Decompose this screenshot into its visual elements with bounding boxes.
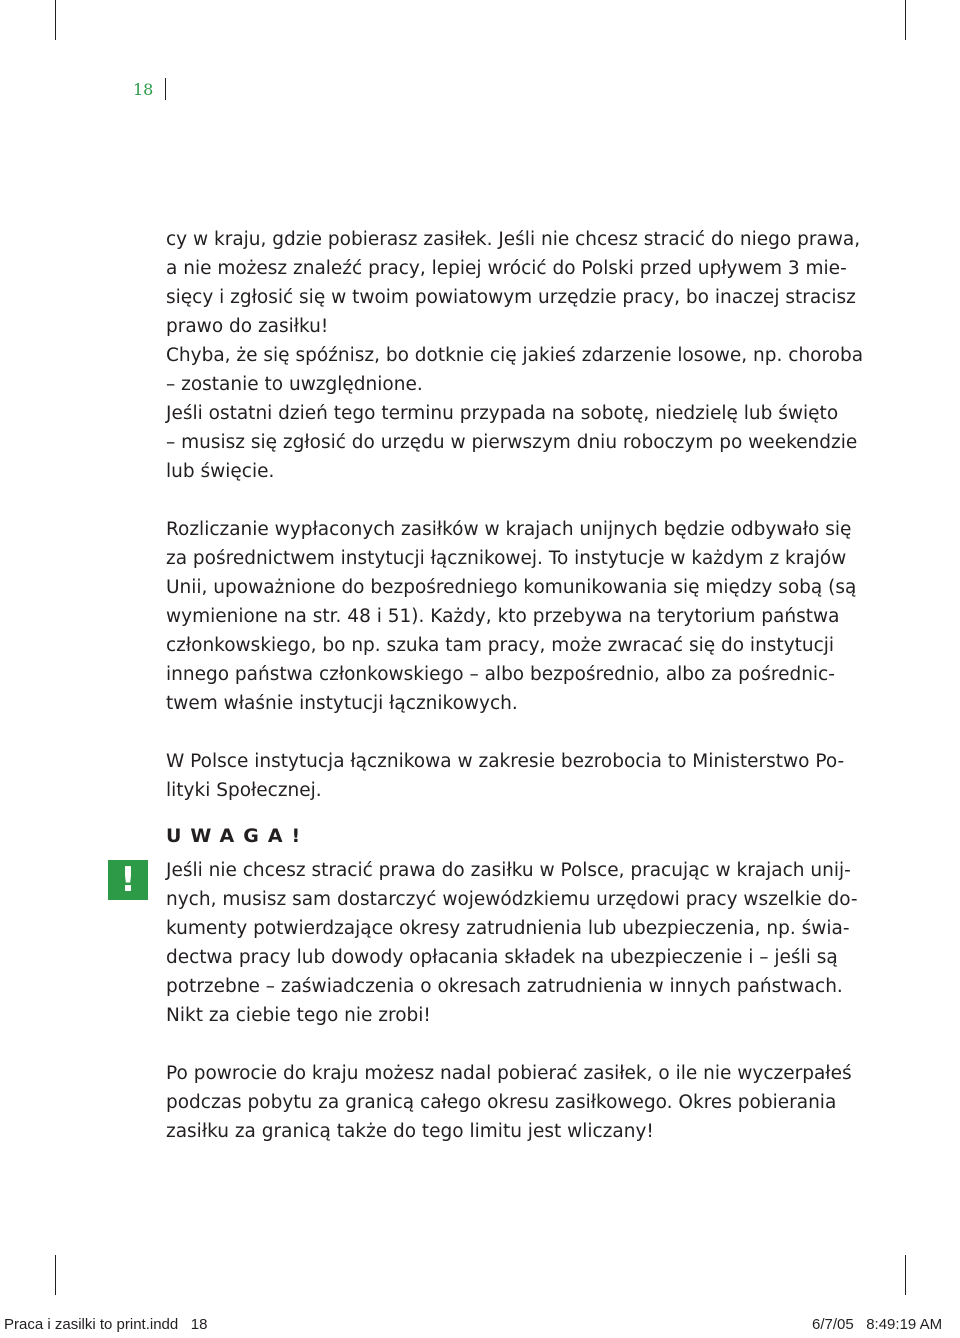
text-line: sięcy i zgłosić się w twoim powiatowym urzędzie pracy, bo inaczej stracisz — [166, 287, 856, 308]
crop-mark-top-left — [55, 0, 56, 40]
exclamation-glyph: ! — [120, 860, 136, 900]
text-line: dectwa pracy lub dowody opłacania składek na ubezpieczenie i – jeśli są — [166, 947, 838, 968]
text-line: W Polsce instytucja łącznikowa w zakresie bezrobocia to Ministerstwo Po- — [166, 751, 845, 772]
text-line: lityki Społecznej. — [166, 780, 322, 801]
text-line: nych, musisz sam dostarczyć wojewódzkiemu urzędowi pracy wszelkie do- — [166, 889, 858, 910]
paragraph-3 — [166, 747, 846, 805]
page-number: 18 — [133, 80, 154, 99]
text-line: członkowskiego, bo np. szuka tam pracy, może zwracać się do instytucji — [166, 635, 835, 656]
text-line: podczas pobytu za granicą całego okresu zasiłkowego. Okres pobierania — [166, 1092, 837, 1113]
paragraph-2 — [166, 515, 857, 718]
text-line: lub święcie. — [166, 461, 275, 482]
footer-file-info: Praca i zasilki to print.indd 18 — [4, 1316, 208, 1333]
warning-title: UWAGA! — [166, 825, 310, 847]
text-line: – musisz się zgłosić do urzędu w pierwszym dniu roboczym po weekendzie — [166, 432, 858, 453]
crop-mark-top-right — [905, 0, 906, 40]
text-line: Po powrocie do kraju możesz nadal pobierać zasiłek, o ile nie wyczerpałeś — [166, 1063, 852, 1084]
text-line: innego państwa członkowskiego – albo bezpośrednio, albo za pośrednic- — [166, 664, 835, 685]
crop-mark-bottom-left — [55, 1255, 56, 1295]
text-line: prawo do zasiłku! — [166, 316, 329, 337]
text-line: Nikt za ciebie tego nie zrobi! — [166, 1005, 431, 1026]
text-line: potrzebne – zaświadczenia o okresach zatrudnienia w innych państwach. — [166, 976, 843, 997]
text-line: Jeśli ostatni dzień tego terminu przypada na sobotę, niedzielę lub święto — [166, 403, 839, 424]
text-line: kumenty potwierdzające okresy zatrudnienia lub ubezpieczenia, np. świa- — [166, 918, 850, 939]
text-line: twem właśnie instytucji łącznikowych. — [166, 693, 518, 714]
paragraph-4 — [166, 1059, 852, 1146]
exclamation-icon — [108, 860, 148, 900]
text-line: Rozliczanie wypłaconych zasiłków w krajach unijnych będzie odbywało się — [166, 519, 852, 540]
text-line: – zostanie to uwzględnione. — [166, 374, 423, 395]
warning-paragraph — [166, 856, 858, 1030]
text-line: zasiłku za granicą także do tego limitu jest wliczany! — [166, 1121, 654, 1142]
text-line: wymienione na str. 48 i 51). Każdy, kto przebywa na terytorium państwa — [166, 606, 840, 627]
main-text-block-2 — [166, 856, 858, 1146]
main-text-block-1 — [166, 225, 864, 805]
text-line: Unii, upoważnione do bezpośredniego komunikowania się między sobą (są — [166, 577, 857, 598]
crop-mark-bottom-right — [905, 1255, 906, 1295]
paragraph-1 — [166, 225, 864, 486]
text-line: Chyba, że się spóźnisz, bo dotknie cię jakieś zdarzenie losowe, np. choroba — [166, 345, 864, 366]
text-line: cy w kraju, gdzie pobierasz zasiłek. Jeśli nie chcesz stracić do niego prawa, — [166, 229, 861, 250]
text-line: a nie możesz znaleźć pracy, lepiej wrócić do Polski przed upływem 3 mie- — [166, 258, 847, 279]
page-number-divider — [165, 78, 166, 100]
footer-timestamp: 6/7/05 8:49:19 AM — [812, 1316, 943, 1333]
text-line: Jeśli nie chcesz stracić prawa do zasiłku w Polsce, pracując w krajach unij- — [166, 860, 851, 881]
text-line: za pośrednictwem instytucji łącznikowej. To instytucje w każdym z krajów — [166, 548, 847, 569]
